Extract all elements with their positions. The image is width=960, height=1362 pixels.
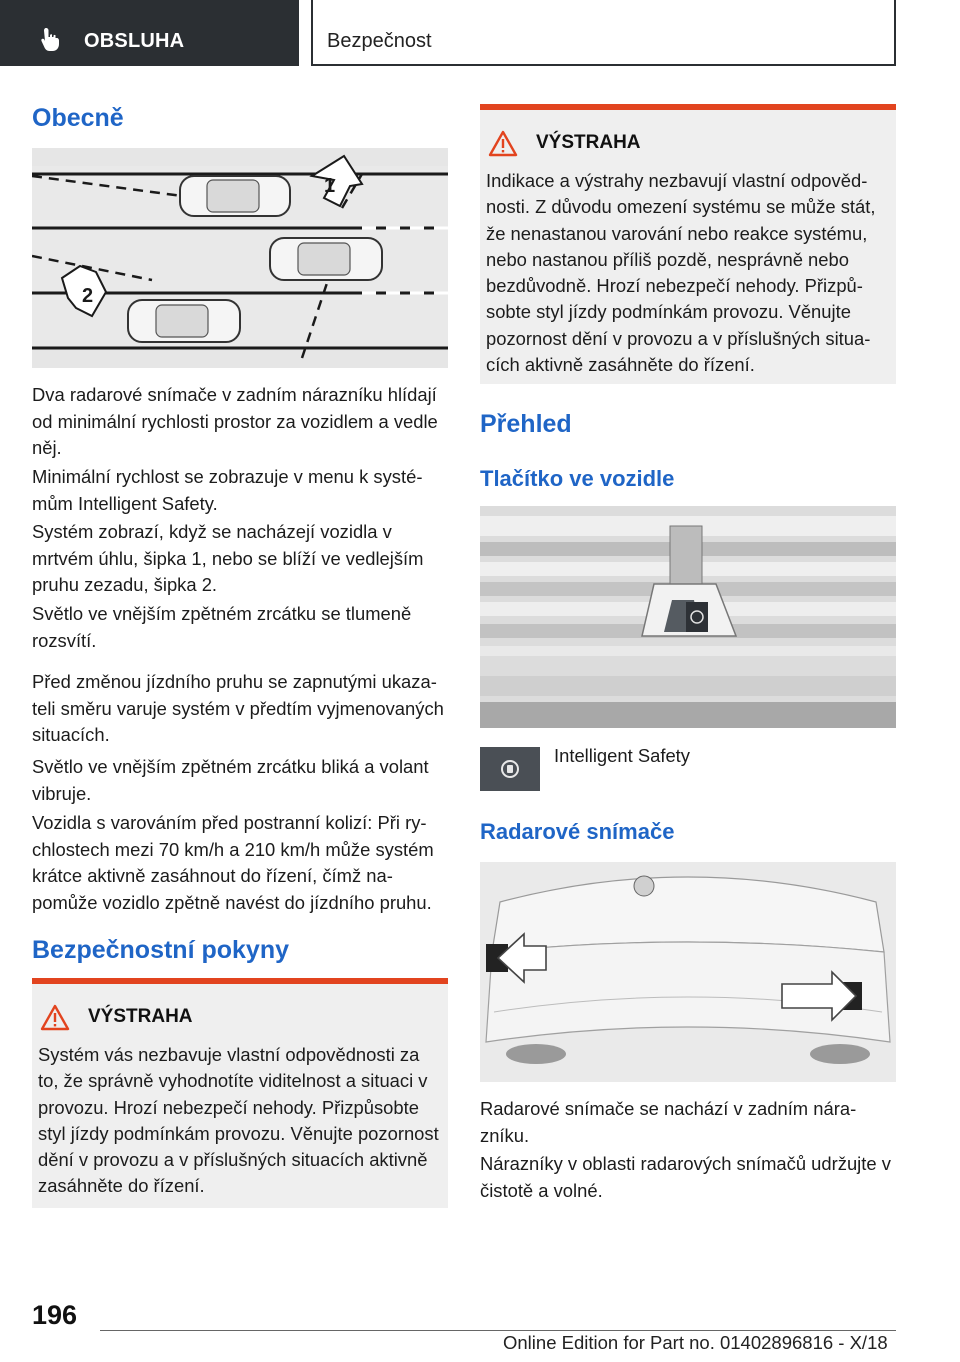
section-title: Bezpečnost bbox=[327, 30, 432, 52]
paragraph: Světlo ve vnějším zpětném zrcátku se tlumeně rozsvítí. bbox=[32, 603, 412, 651]
warning-text: Indikace a výstrahy nezbavují vlastní odpovědnosti. Z důvodu omezení systému se může stát, že nenastanou varování nebo reakce systému, nebo nastanou příliš pozdě, nesprávně nebo bezdůvodně. Hrozí nebezpečí nehody. Přizpůsobte styl jízdy podmínkám provozu. Věnujte pozornost dění v provozu a v příslušných situacích aktivně zasáhněte do řízení. bbox=[486, 170, 876, 376]
heading-button: Tlačítko ve vozidle bbox=[480, 466, 675, 491]
lane-diagram-illustration bbox=[32, 148, 448, 368]
heading-overview: Přehled bbox=[480, 410, 572, 438]
warning-text: Systém vás nezbavuje vlastní odpovědnosti za to, že správně vyhodnotíte viditelnost a situaci v provozu. Hrozí nebezpečí nehody. Přizpůsobte styl jízdy podmínkám provozu. Věnujte pozornost dění v provozu a v příslušných situacích aktivně zasáhněte do řízení. bbox=[38, 1044, 439, 1197]
warning-triangle-icon bbox=[40, 1004, 70, 1031]
intelligent-safety-button[interactable] bbox=[480, 747, 540, 791]
hand-pointer-icon bbox=[38, 26, 64, 52]
paragraph: Vozidla s varováním před postranní kolizí: Při rychlostech mezi 70 km/h a 210 km/h může systém krátce aktivně zasáhnout do řízení, čímž napomůže vozidlo zpětně navést do jízdního pruhu. bbox=[32, 812, 434, 913]
warning-title: VÝSTRAHA bbox=[88, 1006, 193, 1027]
heading-safety: Bezpečnostní pokyny bbox=[32, 936, 289, 964]
warning-triangle-icon bbox=[488, 130, 518, 157]
heading-radar: Radarové snímače bbox=[480, 819, 675, 844]
blind-spot-diagram bbox=[32, 148, 448, 368]
heading-general: Obecně bbox=[32, 104, 124, 132]
arrow-2-label: 2 bbox=[82, 285, 94, 307]
paragraph: Systém zobrazí, když se nacházejí vozidla v mrtvém úhlu, šipka 1, nebo se blíží ve vedlejším pruhu zezadu, šipka 2. bbox=[32, 521, 424, 595]
paragraph: Radarové snímače se nachází v zadním nárazníku. bbox=[480, 1098, 857, 1146]
footer-divider bbox=[100, 1330, 896, 1331]
paragraph: Světlo ve vnějším zpětném zrcátku bliká a volant vibruje. bbox=[32, 756, 429, 804]
warning-title: VÝSTRAHA bbox=[536, 132, 641, 153]
chapter-tab[interactable] bbox=[0, 0, 299, 66]
car-front bbox=[180, 176, 290, 216]
section-header bbox=[311, 0, 896, 66]
paragraph: Minimální rychlost se zobrazuje v menu k systémům Intelligent Safety. bbox=[32, 466, 423, 514]
warning-box bbox=[32, 978, 448, 1208]
intelligent-safety-label: Intelligent Safety bbox=[554, 745, 690, 766]
paragraph: Nárazníky v oblasti radarových snímačů udržujte v čistotě a volné. bbox=[480, 1153, 891, 1201]
paragraph: Před změnou jízdního pruhu se zapnutými ukazateli směru varuje systém v předtím vyjmenovaných situacích. bbox=[32, 671, 444, 745]
warning-box bbox=[480, 104, 896, 384]
chapter-tab-label: OBSLUHA bbox=[84, 30, 185, 52]
car-middle bbox=[270, 238, 382, 280]
dashboard-button-photo bbox=[480, 506, 896, 728]
intelligent-safety-icon bbox=[480, 747, 540, 791]
radar-sensor-photo bbox=[480, 862, 896, 1082]
page-number: 196 bbox=[32, 1300, 78, 1330]
paragraph: Dva radarové snímače v zadním nárazníku hlídají od minimální rychlosti prostor za vozidlem a vedle něj. bbox=[32, 384, 438, 458]
car-rear bbox=[128, 300, 240, 342]
arrow-1-label: 1 bbox=[324, 175, 336, 197]
footer-edition: Online Edition for Part no. 01402896816 - X/18 bbox=[503, 1332, 888, 1353]
